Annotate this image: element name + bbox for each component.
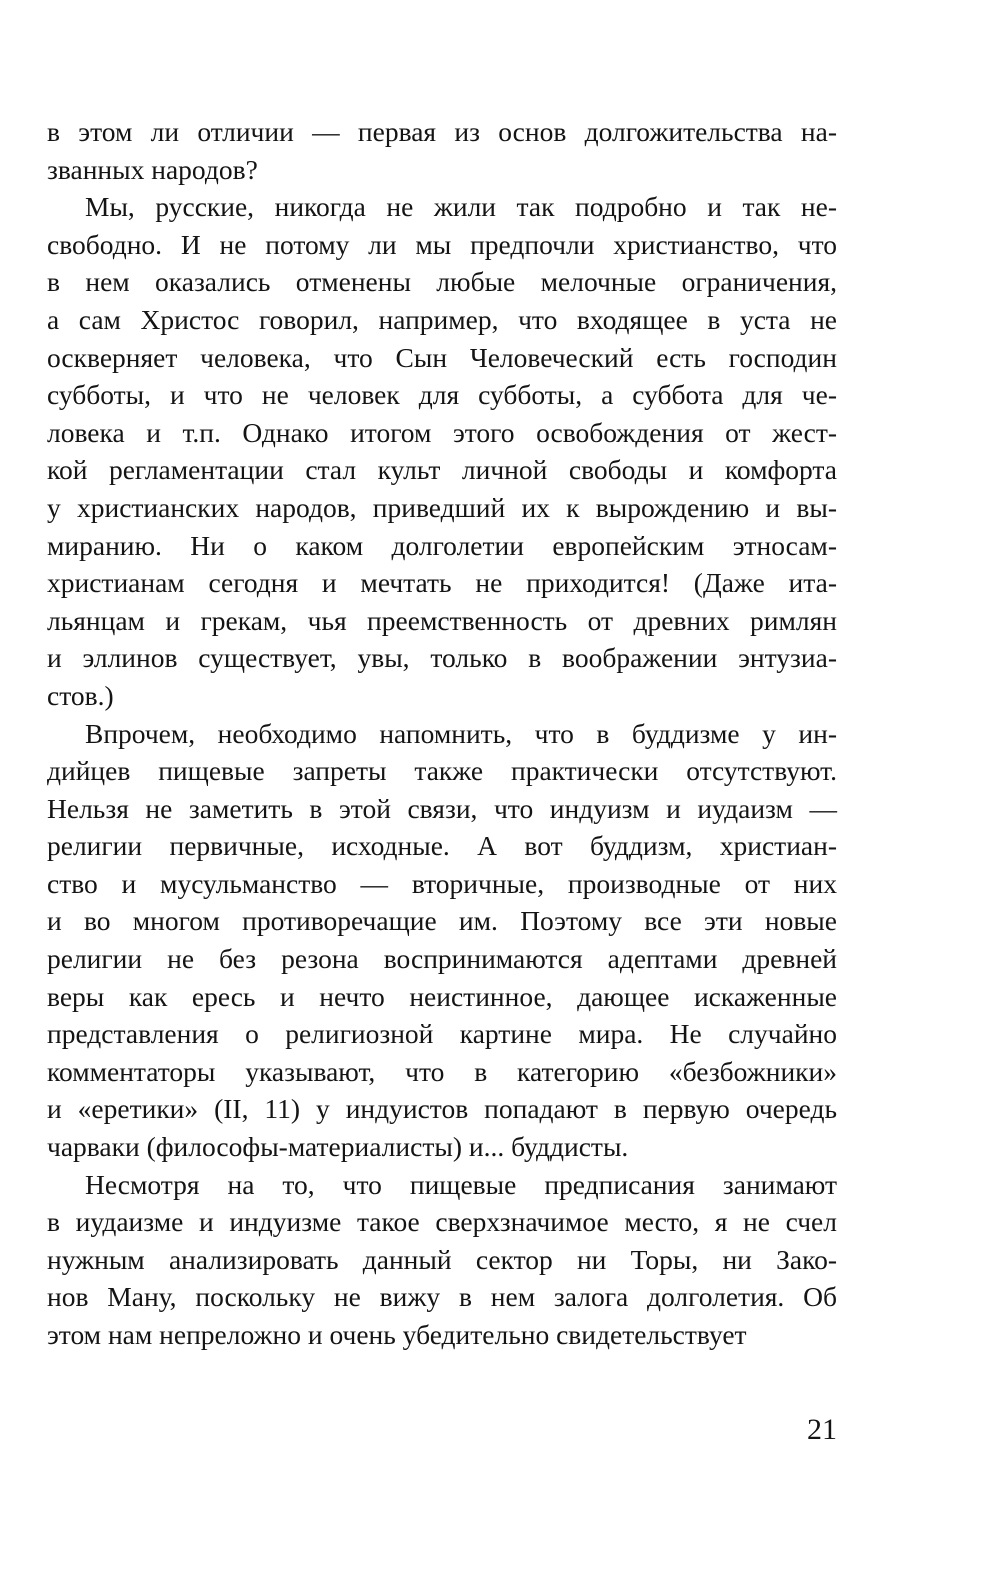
text-line: стов.) (47, 679, 114, 711)
text-line: в иудаизме и индуизме такое сверхзначимое место, я не счел (47, 1206, 837, 1238)
text-line: свободно. И не потому ли мы предпочли христианство, что (47, 228, 837, 260)
text-line: веры как ересь и нечто неистинное, дающее искаженные (47, 980, 837, 1012)
text-line: а сам Христос говорил, например, что входящее в уста не (47, 303, 837, 335)
text-line: и эллинов существует, увы, только в воображении энтузиа- (47, 642, 837, 674)
text-line: нов Ману, поскольку не вижу в нем залога долголетия. Об (47, 1281, 837, 1313)
body-text (47, 113, 837, 1354)
text-line: в этом ли отличии — первая из основ долгожительства на- (47, 116, 837, 147)
text-line: кой регламентации стал культ личной свободы и комфорта (47, 454, 837, 486)
text-line: этом нам непреложно и очень убедительно свидетельствует (47, 1319, 747, 1350)
text-line: комментаторы указывают, что в категорию «безбожники» (47, 1055, 837, 1087)
text-line: и «еретики» (II, 11) у индуистов попадают в первую очередь (47, 1093, 837, 1125)
paragraph (47, 113, 837, 188)
text-line: христианам сегодня и мечтать не приходится! (Даже ита- (47, 567, 837, 599)
text-line: религии не без резона воспринимаются адептами древней (47, 943, 837, 975)
text-line: религии первичные, исходные. А вот буддизм, христиан- (47, 830, 837, 862)
text-line: нужным анализировать данный сектор ни Торы, ни Зако- (47, 1243, 837, 1275)
text-line: миранию. Ни о каком долголетии европейским этносам- (47, 529, 837, 561)
text-line: ство и мусульманство — вторичные, производные от них (47, 867, 837, 899)
text-line: Нельзя не заметить в этой связи, что индуизм и иудаизм — (47, 792, 837, 824)
text-line: и во многом противоречащие им. Поэтому все эти новые (47, 905, 837, 937)
text-line: ловека и т.п. Однако итогом этого освобождения от жест- (47, 416, 837, 448)
paragraph (47, 188, 837, 714)
text-line: Впрочем, необходимо напомнить, что в буддизме у ин- (85, 717, 837, 749)
text-line: оскверняет человека, что Сын Человеческий есть господин (47, 341, 837, 373)
text-line: льянцам и грекам, чья преемственность от древних римлян (47, 604, 837, 636)
text-line: Мы, русские, никогда не жили так подробно и так не- (85, 191, 837, 223)
paragraph (47, 715, 837, 1166)
text-line: чарваки (философы-материалисты) и... буддисты. (47, 1131, 629, 1163)
text-line: в нем оказались отменены любые мелочные ограничения, (47, 266, 837, 298)
text-line: у христианских народов, приведший их к вырождению и вы- (47, 491, 837, 523)
text-line: дийцев пищевые запреты также практически отсутствуют. (47, 755, 837, 787)
text-line: представления о религиозной картине мира. Не случайно (47, 1018, 837, 1050)
text-line: званных народов? (47, 153, 258, 185)
text-line: Несмотря на то, что пищевые предписания занимают (85, 1168, 837, 1200)
page-number: 21 (807, 1413, 837, 1446)
text-line: субботы, и что не человек для субботы, а суббота для че- (47, 379, 837, 411)
paragraph (47, 1166, 837, 1354)
